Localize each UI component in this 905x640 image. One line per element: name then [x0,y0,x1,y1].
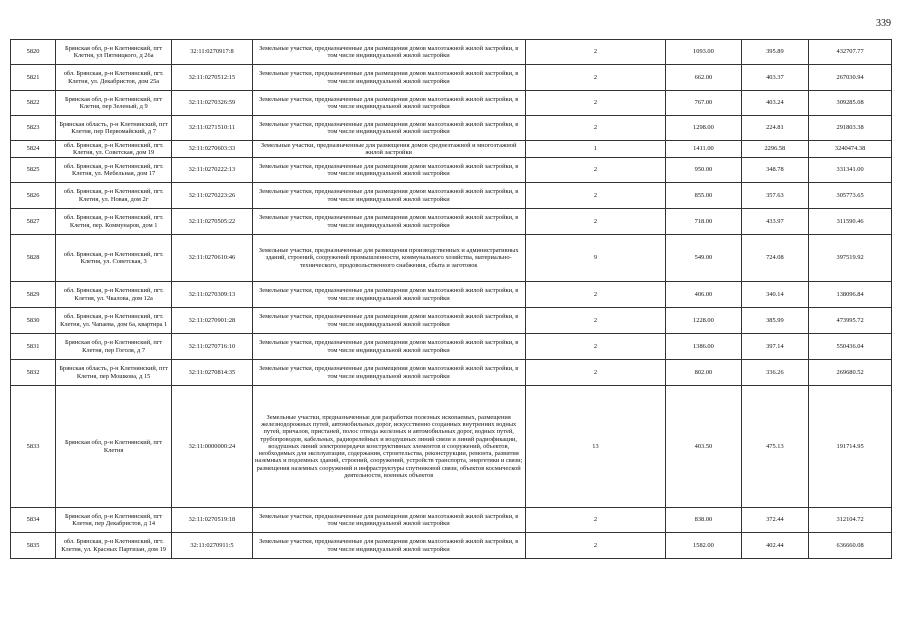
land-use-cell: Земельные участки, предназначенные для размещения домов малоэтажной жилой застройки, в том числе индивидуальной жилой застройки [252,282,525,308]
cadastral-value-cell: 267030.94 [809,65,892,91]
specific-value-cell: 340.14 [741,282,809,308]
row-number: 5829 [11,282,56,308]
address-cell: обл. Брянская, р-н Клетнянский, пгт. Клетня, ул. Советская, дом 19 [56,141,172,158]
address-cell: обл. Брянская, р-н Клетнянский, пгт. Клетня, ул. Советская, 3 [56,235,172,282]
area-cell: 718.00 [666,209,741,235]
specific-value-cell: 2296.58 [741,141,809,158]
specific-value-cell: 357.63 [741,183,809,209]
cadastral-value-cell: 311590.46 [809,209,892,235]
specific-value-cell: 475.13 [741,386,809,508]
table-row [11,533,892,559]
use-group-cell: 2 [525,40,666,65]
table-row [11,308,892,334]
land-use-cell: Земельные участки, предназначенные для размещения домов малоэтажной жилой застройки, в том числе индивидуальной жилой застройки [252,91,525,116]
cadastral-number-cell: 32:11:0270512:15 [172,65,253,91]
row-number: 5830 [11,308,56,334]
address-cell: обл. Брянская, р-н Клетнянский, пгт. Клетня, ул. Красных Партизан, дом 19 [56,533,172,559]
row-number: 5833 [11,386,56,508]
row-number: 5832 [11,360,56,386]
table-row [11,508,892,533]
row-number: 5822 [11,91,56,116]
cadastral-number-cell: 32:11:0270505:22 [172,209,253,235]
land-use-cell: Земельные участки, предназначенные для размещения домов малоэтажной жилой застройки, в том числе индивидуальной жилой застройки [252,508,525,533]
cadastral-number-cell: 32:11:0270911:5 [172,533,253,559]
land-use-cell: Земельные участки, предназначенные для размещения домов среднеэтажной и многоэтажной жилой застройки [252,141,525,158]
row-number: 5821 [11,65,56,91]
cadastral-number-cell: 32:11:0270519:18 [172,508,253,533]
table-row [11,91,892,116]
use-group-cell: 2 [525,360,666,386]
land-use-cell: Земельные участки, предназначенные для размещения домов малоэтажной жилой застройки, в том числе индивидуальной жилой застройки [252,533,525,559]
row-number: 5820 [11,40,56,65]
address-cell: обл. Брянская, р-н Клетнянский, пгт. Клетня, ул. Чкалова, дом 12а [56,282,172,308]
table-row [11,334,892,360]
specific-value-cell: 348.78 [741,158,809,183]
address-cell: обл. Брянская, р-н Клетнянский, пгт. Клетня, ул. Декабристов, дом 25а [56,65,172,91]
cadastral-value-cell: 291803.38 [809,116,892,141]
area-cell: 838.00 [666,508,741,533]
address-cell: Брянская обл, р-н Клетнянский, пгт Клетня, пер Гоголя, д 7 [56,334,172,360]
address-cell: обл. Брянская, р-н Клетнянский, пгт. Клетня, ул. Новая, дом 2г [56,183,172,209]
area-cell: 855.00 [666,183,741,209]
area-cell: 662.00 [666,65,741,91]
area-cell: 406.00 [666,282,741,308]
table-body [11,40,892,559]
cadastral-number-cell: 32:11:0270716:10 [172,334,253,360]
address-cell: обл. Брянская, р-н Клетнянский, пгт. Клетня, ул. Чапаева, дом 6а, квартира 1 [56,308,172,334]
row-number: 5831 [11,334,56,360]
address-cell: Брянская обл, р-н Клетнянский, пгт Клетня, пер Декабристов, д 14 [56,508,172,533]
use-group-cell: 1 [525,141,666,158]
cadastral-number-cell: 32:11:0270610:46 [172,235,253,282]
cadastral-value-cell: 550436.04 [809,334,892,360]
specific-value-cell: 336.26 [741,360,809,386]
specific-value-cell: 397.14 [741,334,809,360]
address-cell: Брянская обл, р-н Клетнянский, пгт Клетня [56,386,172,508]
cadastral-value-cell: 305773.65 [809,183,892,209]
address-cell: Брянская обл, р-н Клетнянский, пгт Клетня, ул Пятницкого, д 26а [56,40,172,65]
use-group-cell: 13 [525,386,666,508]
row-number: 5835 [11,533,56,559]
cadastral-value-cell: 138096.84 [809,282,892,308]
cadastral-number-cell: 32:11:0000000:24 [172,386,253,508]
specific-value-cell: 724.08 [741,235,809,282]
area-cell: 1582.00 [666,533,741,559]
table-row [11,40,892,65]
row-number: 5825 [11,158,56,183]
use-group-cell: 2 [525,116,666,141]
area-cell: 1411.00 [666,141,741,158]
cadastral-number-cell: 32:11:0270223:26 [172,183,253,209]
use-group-cell: 2 [525,65,666,91]
address-cell: обл. Брянская, р-н Клетнянский, пгт. Клетня, ул. Мебельная, дом 17 [56,158,172,183]
cadastral-value-cell: 191714.95 [809,386,892,508]
land-use-cell: Земельные участки, предназначенные для размещения домов малоэтажной жилой застройки, в том числе индивидуальной жилой застройки [252,334,525,360]
address-cell: Брянская область, р-н Клетнянский, пгт Клетня, пер Мошкова, д 15 [56,360,172,386]
address-cell: обл. Брянская, р-н Клетнянский, пгт. Клетня, пер. Коммунаров, дом 1 [56,209,172,235]
row-number: 5824 [11,141,56,158]
area-cell: 767.00 [666,91,741,116]
table-row [11,158,892,183]
land-use-cell: Земельные участки, предназначенные для размещения домов малоэтажной жилой застройки, в том числе индивидуальной жилой застройки [252,308,525,334]
land-use-cell: Земельные участки, предназначенные для размещения домов малоэтажной жилой застройки, в том числе индивидуальной жилой застройки [252,183,525,209]
area-cell: 950.00 [666,158,741,183]
row-number: 5823 [11,116,56,141]
land-use-cell: Земельные участки, предназначенные для размещения домов малоэтажной жилой застройки, в том числе индивидуальной жилой застройки [252,116,525,141]
land-use-cell: Земельные участки, предназначенные для размещения домов малоэтажной жилой застройки, в том числе индивидуальной жилой застройки [252,360,525,386]
cadastral-value-cell: 309285.08 [809,91,892,116]
use-group-cell: 2 [525,508,666,533]
table-row [11,235,892,282]
cadastral-number-cell: 32:11:0270917:8 [172,40,253,65]
specific-value-cell: 402.44 [741,533,809,559]
land-use-cell: Земельные участки, предназначенные для размещения домов малоэтажной жилой застройки, в том числе индивидуальной жилой застройки [252,40,525,65]
use-group-cell: 2 [525,282,666,308]
cadastral-number-cell: 32:11:0270309:13 [172,282,253,308]
specific-value-cell: 224.81 [741,116,809,141]
use-group-cell: 2 [525,334,666,360]
page-number: 339 [876,18,891,29]
table-row [11,116,892,141]
land-use-cell: Земельные участки, предназначенные для размещения производственных и административных зданий, строений, сооружений промышленности, коммунального хозяйства, материально-технического, продовольственного снабжения, сбыта и заготовок [252,235,525,282]
use-group-cell: 2 [525,158,666,183]
land-use-cell: Земельные участки, предназначенные для размещения домов малоэтажной жилой застройки, в том числе индивидуальной жилой застройки [252,209,525,235]
cadastral-number-cell: 32:11:0270326:59 [172,91,253,116]
cadastral-number-cell: 32:11:0271510:11 [172,116,253,141]
cadastral-value-cell: 636660.08 [809,533,892,559]
row-number: 5834 [11,508,56,533]
use-group-cell: 2 [525,91,666,116]
area-cell: 802.00 [666,360,741,386]
use-group-cell: 2 [525,308,666,334]
cadastral-value-cell: 312104.72 [809,508,892,533]
area-cell: 549.00 [666,235,741,282]
cadastral-value-cell: 3240474.38 [809,141,892,158]
use-group-cell: 9 [525,235,666,282]
address-cell: Брянская область, р-н Клетнянский, пгт Клетня, пер Первомайский, д 7 [56,116,172,141]
area-cell: 403.50 [666,386,741,508]
cadastral-number-cell: 32:11:0270901:28 [172,308,253,334]
use-group-cell: 2 [525,209,666,235]
cadastral-number-cell: 32:11:0270603:33 [172,141,253,158]
cadastral-value-table [10,39,892,559]
area-cell: 1093.00 [666,40,741,65]
land-use-cell: Земельные участки, предназначенные для разработки полезных ископаемых, размещения железнодорожных путей, автомобильных дорог, искусственно созданных внутренних водных путей, причалов, пристаней, полос отвода железных и автомобильных дорог, водных путей, трубопроводов, кабельных, радиорелейных и воздушных линий связи и линий радиофикации, воздушных линий электропередачи конструктивных элементов и сооружений, объектов, необходимых для эксплуатации, содержания, строительства, реконструкции, ремонта, развития наземных и подземных зданий, строений, сооружений, устройств транспорта, энергетики и связи; размещения наземных сооружений и инфраструктуры спутниковой связи, объектов космической деятельности, военных объектов [252,386,525,508]
address-cell: Брянская обл, р-н Клетнянский, пгт Клетня, пер Зеленый, д 9 [56,91,172,116]
cadastral-value-cell: 397519.92 [809,235,892,282]
table-row [11,209,892,235]
table-row [11,141,892,158]
specific-value-cell: 395.89 [741,40,809,65]
specific-value-cell: 403.24 [741,91,809,116]
use-group-cell: 2 [525,533,666,559]
cadastral-value-cell: 331341.00 [809,158,892,183]
row-number: 5826 [11,183,56,209]
land-use-cell: Земельные участки, предназначенные для размещения домов малоэтажной жилой застройки, в том числе индивидуальной жилой застройки [252,158,525,183]
specific-value-cell: 403.37 [741,65,809,91]
row-number: 5827 [11,209,56,235]
cadastral-number-cell: 32:11:0270222:13 [172,158,253,183]
cadastral-value-cell: 473995.72 [809,308,892,334]
cadastral-value-cell: 432707.77 [809,40,892,65]
area-cell: 1386.00 [666,334,741,360]
table-row [11,360,892,386]
use-group-cell: 2 [525,183,666,209]
land-use-cell: Земельные участки, предназначенные для размещения домов малоэтажной жилой застройки, в том числе индивидуальной жилой застройки [252,65,525,91]
row-number: 5828 [11,235,56,282]
table-row [11,386,892,508]
area-cell: 1298.00 [666,116,741,141]
specific-value-cell: 385.99 [741,308,809,334]
area-cell: 1228.00 [666,308,741,334]
table-row [11,183,892,209]
specific-value-cell: 372.44 [741,508,809,533]
cadastral-value-cell: 269680.52 [809,360,892,386]
table-row [11,282,892,308]
table-row [11,65,892,91]
cadastral-number-cell: 32:11:0270814:35 [172,360,253,386]
specific-value-cell: 433.97 [741,209,809,235]
